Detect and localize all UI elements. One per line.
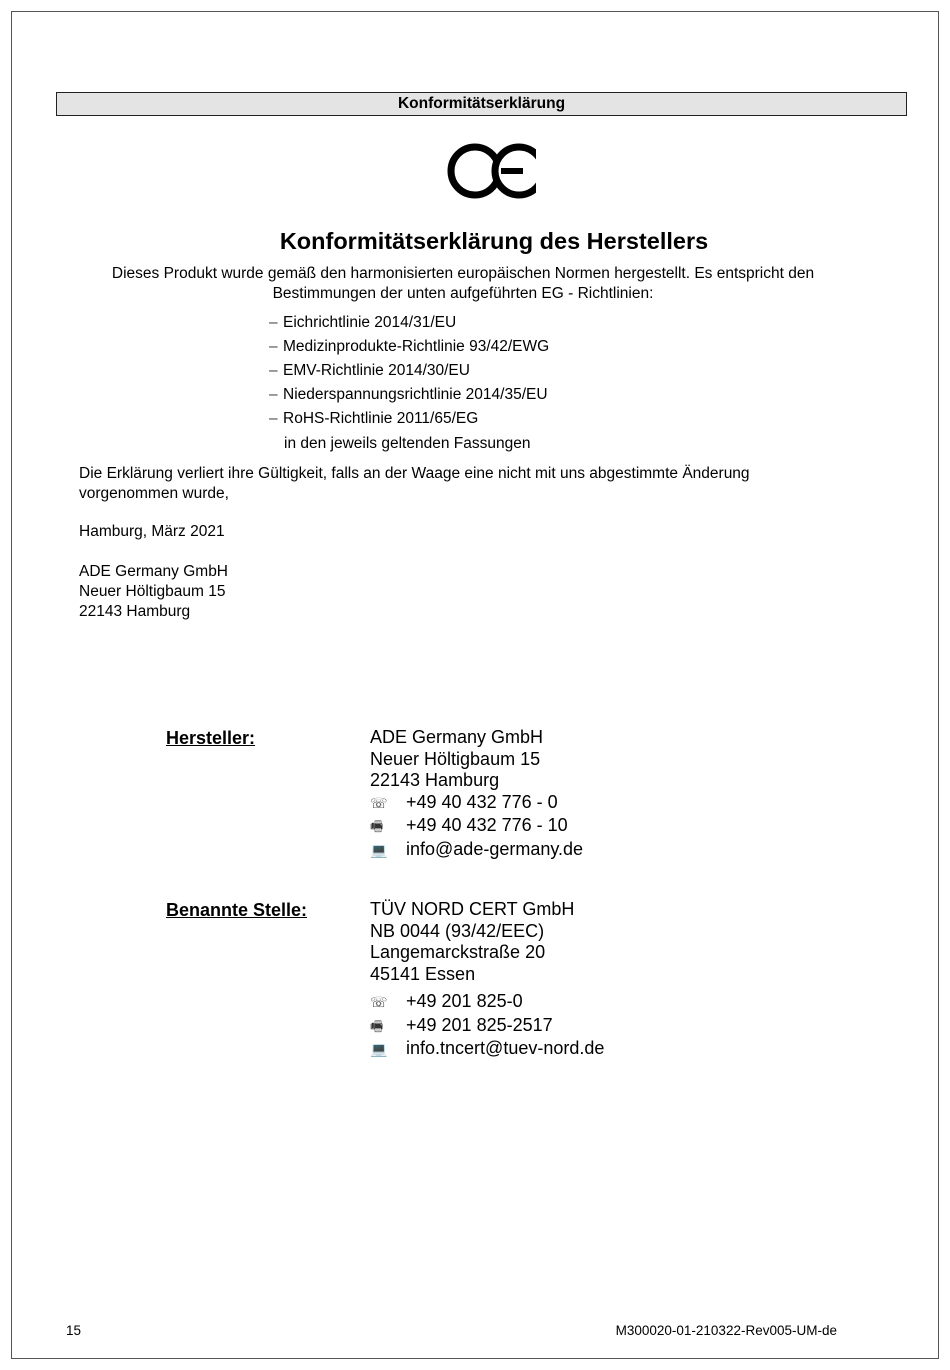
phone-icon: ☏ bbox=[370, 995, 388, 1011]
list-item bbox=[269, 359, 549, 383]
page-frame bbox=[11, 11, 939, 1359]
phone-row bbox=[370, 792, 583, 816]
notified-body-details bbox=[370, 899, 604, 1062]
fax-row bbox=[370, 1015, 604, 1039]
company-name: ADE Germany GmbH bbox=[79, 563, 229, 580]
street-address: Neuer Höltigbaum 15 bbox=[370, 748, 541, 769]
computer-icon: 💻 bbox=[370, 842, 388, 859]
phone-row bbox=[370, 991, 604, 1015]
phone-number: +49 201 825-0 bbox=[406, 991, 523, 1011]
postal-city: 22143 Hamburg bbox=[79, 603, 191, 620]
place-date: Hamburg, März 2021 bbox=[79, 523, 225, 540]
directive-text: EMV-Richtlinie 2014/30/EU bbox=[283, 362, 470, 379]
list-item bbox=[269, 335, 549, 359]
postal-city: 22143 Hamburg bbox=[370, 770, 500, 790]
phone-number: +49 40 432 776 - 0 bbox=[406, 791, 558, 812]
page-number: 15 bbox=[66, 1323, 82, 1338]
fax-icon: 🖷 bbox=[370, 1018, 384, 1035]
postal-city: 45141 Essen bbox=[370, 963, 476, 984]
street-address: Neuer Höltigbaum 15 bbox=[79, 583, 226, 600]
document-id: M300020-01-210322-Rev005-UM-de bbox=[615, 1323, 837, 1338]
manufacturer-label: Hersteller: bbox=[166, 728, 256, 748]
computer-icon: 💻 bbox=[370, 1042, 388, 1058]
section-header: Konformitätserklärung bbox=[56, 92, 907, 116]
fax-row bbox=[370, 815, 583, 839]
fax-icon: 🖷 bbox=[370, 819, 384, 835]
list-item bbox=[269, 407, 549, 431]
dash-icon: – bbox=[269, 314, 278, 331]
email-row bbox=[370, 1038, 604, 1062]
validity-line: vorgenommen wurde, bbox=[79, 485, 229, 502]
email-row bbox=[370, 839, 583, 863]
directive-text: Medizinprodukte-Richtlinie 93/42/EWG bbox=[283, 338, 550, 355]
notified-body-number: NB 0044 (93/42/EEC) bbox=[370, 920, 545, 941]
validity-line: Die Erklärung verliert ihre Gültigkeit, falls an der Waage eine nicht mit uns abgestimmte Änderung bbox=[79, 465, 750, 482]
directive-text: Niederspannungsrichtlinie 2014/35/EU bbox=[283, 386, 548, 403]
dash-icon: – bbox=[269, 386, 278, 403]
phone-icon: ☏ bbox=[370, 795, 388, 812]
directive-text: RoHS-Richtlinie 2011/65/EG bbox=[283, 410, 479, 427]
directive-list bbox=[269, 311, 549, 431]
manufacturer-details bbox=[370, 727, 583, 862]
directive-text: Eichrichtlinie 2014/31/EU bbox=[283, 314, 457, 331]
validity-paragraph bbox=[79, 464, 879, 504]
email-address: info.tncert@tuev-nord.de bbox=[406, 1038, 605, 1058]
intro-line: Bestimmungen der unten aufgeführten EG - Richtlinien: bbox=[272, 285, 654, 302]
versions-note: in den jeweils geltenden Fassungen bbox=[284, 435, 531, 452]
list-item bbox=[269, 311, 549, 335]
fax-number: +49 201 825-2517 bbox=[406, 1014, 553, 1035]
email-address: info@ade-germany.de bbox=[406, 838, 584, 859]
dash-icon: – bbox=[269, 410, 278, 427]
intro-line: Dieses Produkt wurde gemäß den harmonisierten europäischen Normen hergestellt. Es entspricht den bbox=[111, 265, 815, 282]
dash-icon: – bbox=[269, 338, 278, 355]
company-name: ADE Germany GmbH bbox=[370, 727, 544, 747]
notified-body-label: Benannte Stelle: bbox=[166, 900, 308, 920]
list-item bbox=[269, 383, 549, 407]
page-title: Konformitätserklärung des Herstellers bbox=[279, 228, 709, 254]
street-address: Langemarckstraße 20 bbox=[370, 942, 546, 962]
fax-number: +49 40 432 776 - 10 bbox=[406, 815, 568, 835]
dash-icon: – bbox=[269, 362, 278, 379]
intro-paragraph bbox=[68, 264, 858, 304]
signatory-address bbox=[79, 562, 228, 622]
ce-logo-icon bbox=[444, 140, 536, 202]
company-name: TÜV NORD CERT GmbH bbox=[370, 899, 575, 919]
